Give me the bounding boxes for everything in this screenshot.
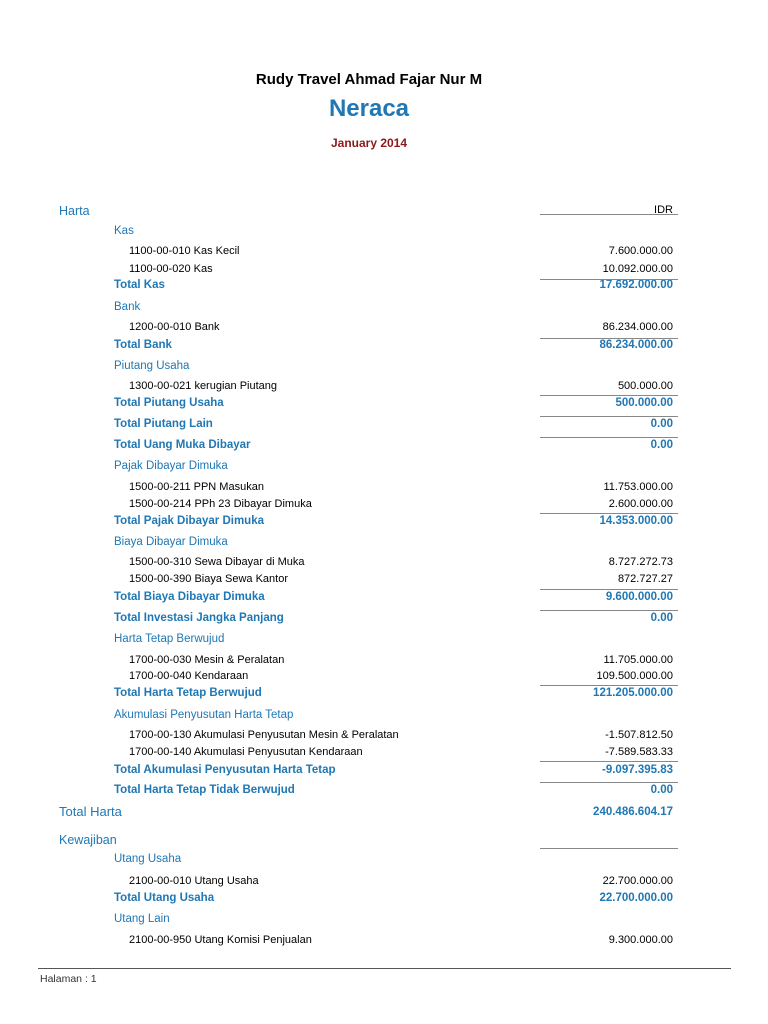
row-amount: 9.600.000.00 — [605, 591, 673, 603]
account-row — [0, 243, 768, 259]
total-row — [0, 337, 768, 353]
row-label: Total Harta Tetap Tidak Berwujud — [114, 784, 295, 796]
account-row — [0, 668, 768, 684]
row-label: 1300-00-021 kerugian Piutang — [129, 380, 278, 392]
account-row — [0, 554, 768, 570]
row-label: 2100-00-010 Utang Usaha — [129, 875, 259, 887]
group-heading — [0, 631, 768, 647]
account-row — [0, 378, 768, 394]
row-amount: 11.753.000.00 — [603, 481, 673, 493]
total-row — [0, 437, 768, 453]
row-amount: -1.507.812.50 — [605, 729, 673, 741]
row-amount: 0.00 — [650, 418, 673, 430]
row-label: Total Investasi Jangka Panjang — [114, 612, 284, 624]
account-row — [0, 496, 768, 512]
row-label: Total Biaya Dibayar Dimuka — [114, 591, 265, 603]
row-amount: 121.205.000.00 — [593, 687, 673, 699]
row-amount: 86.234.000.00 — [602, 321, 673, 333]
subtotal-rule — [540, 338, 678, 339]
row-label: Utang Lain — [114, 913, 170, 925]
row-label: Total Bank — [114, 339, 172, 351]
report-title: Neraca — [328, 95, 410, 122]
row-amount: -9.097.395.83 — [602, 764, 673, 776]
group-heading — [0, 911, 768, 927]
group-heading — [0, 223, 768, 239]
section-heading — [0, 203, 768, 219]
subtotal-rule — [540, 782, 678, 783]
row-label: 1500-00-390 Biaya Sewa Kantor — [129, 573, 288, 585]
row-amount: 2.600.000.00 — [608, 498, 673, 510]
total-row — [0, 416, 768, 432]
row-label: Harta — [59, 204, 90, 218]
total-row — [0, 782, 768, 798]
currency-label: IDR — [654, 204, 673, 216]
row-label: 1700-00-140 Akumulasi Penyusutan Kendaraan — [129, 746, 363, 758]
subtotal-rule — [540, 761, 678, 762]
total-row — [0, 589, 768, 605]
grand-total-row — [0, 804, 768, 820]
row-amount: 0.00 — [650, 439, 673, 451]
row-amount: 14.353.000.00 — [599, 515, 673, 527]
row-label: Pajak Dibayar Dimuka — [114, 460, 228, 472]
account-row — [0, 479, 768, 495]
total-row — [0, 610, 768, 626]
row-label: Kewajiban — [59, 833, 117, 847]
group-heading — [0, 358, 768, 374]
page-number: Halaman : 1 — [40, 973, 97, 985]
row-label: Harta Tetap Berwujud — [114, 633, 225, 645]
total-row — [0, 890, 768, 906]
total-row — [0, 395, 768, 411]
row-amount: 872.727.27 — [617, 573, 673, 585]
row-label: Total Utang Usaha — [114, 892, 215, 904]
subtotal-rule — [540, 685, 678, 686]
row-amount: 11.705.000.00 — [603, 654, 673, 666]
subtotal-rule — [540, 513, 678, 514]
row-label: Kas — [114, 225, 134, 237]
account-row — [0, 727, 768, 743]
row-label: Akumulasi Penyusutan Harta Tetap — [114, 709, 294, 721]
subtotal-rule — [540, 416, 678, 417]
row-label: Total Pajak Dibayar Dimuka — [114, 515, 264, 527]
account-row — [0, 571, 768, 587]
row-amount: 22.700.000.00 — [599, 892, 673, 904]
row-amount: 109.500.000.00 — [596, 670, 673, 682]
company-name: Rudy Travel Ahmad Fajar Nur M — [255, 71, 483, 88]
account-row — [0, 261, 768, 277]
row-amount: 240.486.604.17 — [593, 806, 673, 818]
row-label: Piutang Usaha — [114, 360, 190, 372]
row-label: 1700-00-040 Kendaraan — [129, 670, 249, 682]
subtotal-rule — [540, 395, 678, 396]
row-amount: 8.727.272.73 — [608, 556, 673, 568]
row-label: Total Piutang Usaha — [114, 397, 224, 409]
row-label: Biaya Dibayar Dimuka — [114, 536, 228, 548]
subtotal-rule — [540, 589, 678, 590]
row-label: Total Akumulasi Penyusutan Harta Tetap — [114, 764, 336, 776]
row-amount: 500.000.00 — [617, 380, 673, 392]
row-amount: 86.234.000.00 — [599, 339, 673, 351]
account-row — [0, 319, 768, 335]
group-heading — [0, 851, 768, 867]
row-label: 1100-00-010 Kas Kecil — [129, 245, 240, 257]
subtotal-rule — [540, 279, 678, 280]
row-label: Total Harta — [59, 804, 122, 819]
row-amount: 9.300.000.00 — [608, 934, 673, 946]
group-heading — [0, 458, 768, 474]
row-label: 1500-00-211 PPN Masukan — [129, 481, 264, 493]
total-row — [0, 513, 768, 529]
account-row — [0, 652, 768, 668]
report-period: January 2014 — [330, 136, 408, 150]
row-amount: 500.000.00 — [615, 397, 673, 409]
row-amount: 22.700.000.00 — [602, 875, 673, 887]
total-row — [0, 685, 768, 701]
row-label: 1200-00-010 Bank — [129, 321, 220, 333]
footer-divider — [38, 968, 731, 969]
row-label: Total Kas — [114, 279, 165, 291]
row-label: Total Uang Muka Dibayar — [114, 439, 251, 451]
group-heading — [0, 707, 768, 723]
row-label: 1500-00-214 PPh 23 Dibayar Dimuka — [129, 498, 312, 510]
row-label: Utang Usaha — [114, 853, 182, 865]
total-row — [0, 762, 768, 778]
subtotal-rule — [540, 848, 678, 849]
account-row — [0, 873, 768, 889]
group-heading — [0, 534, 768, 550]
group-heading — [0, 299, 768, 315]
account-row — [0, 932, 768, 948]
row-label: 1700-00-130 Akumulasi Penyusutan Mesin & Peralatan — [129, 729, 399, 741]
row-amount: 0.00 — [650, 784, 673, 796]
row-amount: 17.692.000.00 — [599, 279, 673, 291]
row-amount: 0.00 — [650, 612, 673, 624]
row-label: 1700-00-030 Mesin & Peralatan — [129, 654, 285, 666]
section-heading — [0, 832, 768, 848]
row-amount: 7.600.000.00 — [608, 245, 673, 257]
account-row — [0, 744, 768, 760]
subtotal-rule — [540, 610, 678, 611]
row-label: Total Piutang Lain — [114, 418, 213, 430]
row-label: Total Harta Tetap Berwujud — [114, 687, 262, 699]
row-label: 1500-00-310 Sewa Dibayar di Muka — [129, 556, 305, 568]
row-label: Bank — [114, 301, 141, 313]
subtotal-rule — [540, 437, 678, 438]
row-label: 1100-00-020 Kas — [129, 263, 213, 275]
row-label: 2100-00-950 Utang Komisi Penjualan — [129, 934, 312, 946]
row-amount: 10.092.000.00 — [602, 263, 673, 275]
row-amount: -7.589.583.33 — [605, 746, 673, 758]
